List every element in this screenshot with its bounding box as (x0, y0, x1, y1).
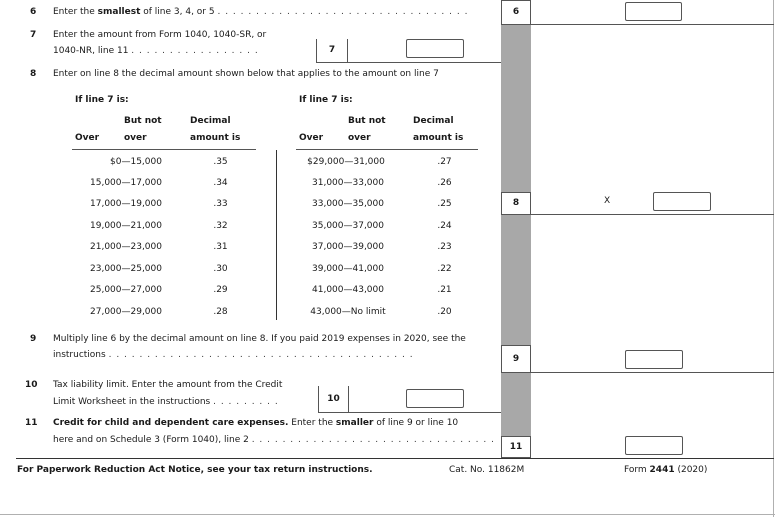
left-table-range: 19,000—21,000 (90, 221, 162, 231)
left-table-decimal: .31 (213, 242, 228, 252)
table-divider (276, 150, 277, 320)
right-table-decimal: .25 (437, 199, 452, 209)
left-table-range: 21,000—23,000 (90, 242, 162, 252)
left-table-decimal: .32 (213, 221, 228, 231)
line-7-rule (316, 62, 501, 63)
line-7-box-label: 7 (328, 45, 336, 55)
left-table-decimal: .35 (213, 157, 228, 167)
line-7-amount-field[interactable] (406, 39, 464, 58)
left-table-decimal: .34 (213, 178, 228, 188)
left-table-decimal: .33 (213, 199, 228, 209)
line-9-label-1: Multiply line 6 by the decimal amount on line 8. If you paid 2019 expenses in 2020, see the (53, 334, 466, 344)
line-8-label: Enter on line 8 the decimal amount shown below that applies to the amount on line 7 (53, 69, 439, 79)
right-table-header-decimal: Decimal (413, 116, 454, 126)
right-table-header-rule (296, 149, 478, 150)
line-9-label-2: instructions . . . . . . . . . . . . . . . . . . . . . . . . . . . . . . . . . . . . . . . . (53, 350, 414, 360)
right-table-header-over2: over (348, 133, 371, 143)
line-6-amount-field[interactable] (625, 2, 682, 21)
left-table-header-over: Over (75, 133, 100, 143)
left-table-range: 25,000—27,000 (90, 285, 162, 295)
shaded-column-middle (501, 215, 531, 345)
line-6-rule (531, 24, 774, 25)
line-7-number: 7 (30, 30, 37, 40)
left-table-range: 15,000—17,000 (90, 178, 162, 188)
left-table-decimal: .28 (213, 307, 228, 317)
line-10-box-right-rule (348, 386, 349, 412)
left-table-range: $0—15,000 (110, 157, 162, 167)
line-8-box-label: 8 (501, 192, 531, 215)
right-table-decimal: .23 (437, 242, 452, 252)
right-table-header-over: Over (299, 133, 324, 143)
right-table-decimal: .21 (437, 285, 452, 295)
left-table-range: 23,000—25,000 (90, 264, 162, 274)
line-11-box-label: 11 (501, 436, 531, 458)
line-9-number: 9 (30, 334, 37, 344)
right-table-range: 37,000—39,000 (312, 242, 384, 252)
right-table-range: 35,000—37,000 (312, 221, 384, 231)
right-table-range: 43,000—No limit (310, 307, 386, 317)
right-table-header-amount-is: amount is (413, 133, 464, 143)
line-10-amount-field[interactable] (406, 389, 464, 408)
line-10-box-label: 10 (327, 394, 340, 404)
line-10-label-2: Limit Worksheet in the instructions . . . . . . . . . (53, 397, 279, 407)
line-11-number: 11 (25, 418, 38, 428)
line-8-rule (531, 214, 774, 215)
line-11-amount-field[interactable] (625, 436, 683, 455)
right-table-decimal: .27 (437, 157, 452, 167)
footer-form-id: Form 2441 (2020) (624, 465, 708, 475)
footer-rule (16, 458, 774, 459)
line-8-multiply-sign: X (604, 196, 611, 206)
line-10-number: 10 (25, 380, 38, 390)
left-table-header-amount-is: amount is (190, 133, 241, 143)
page-border-bottom (0, 514, 775, 515)
line-9-amount-field[interactable] (625, 350, 683, 369)
line-7-label-1: Enter the amount from Form 1040, 1040-SR, or (53, 30, 267, 40)
left-table-header-but-not: But not (124, 116, 162, 126)
line-9-rule (531, 372, 774, 373)
left-table-title: If line 7 is: (75, 95, 129, 105)
line-6-number: 6 (30, 7, 37, 17)
footer-cat-number: Cat. No. 11862M (449, 465, 525, 475)
right-table-title: If line 7 is: (299, 95, 353, 105)
left-table-range: 27,000—29,000 (90, 307, 162, 317)
line-8-decimal-field[interactable] (653, 192, 711, 211)
left-table-range: 17,000—19,000 (90, 199, 162, 209)
line-6-label: Enter the smallest of line 3, 4, or 5 . . . . . . . . . . . . . . . . . . . . . . . . . . . . . . . . . (53, 7, 469, 17)
right-table-decimal: .24 (437, 221, 452, 231)
line-7-label-2: 1040-NR, line 11 . . . . . . . . . . . . . . . . . (53, 46, 259, 56)
line-6-box-label: 6 (501, 0, 531, 25)
right-table-range: 33,000—35,000 (312, 199, 384, 209)
line-11-label-1: Credit for child and dependent care expenses. Enter the smaller of line 9 or line 10 (53, 418, 459, 428)
line-11-label-2: here and on Schedule 3 (Form 1040), line 2 . . . . . . . . . . . . . . . . . . . . . . . . . . . . . . . . (53, 435, 495, 445)
right-table-range: 39,000—41,000 (312, 264, 384, 274)
left-table-decimal: .30 (213, 264, 228, 274)
right-table-decimal: .26 (437, 178, 452, 188)
shaded-column-upper (501, 25, 531, 192)
line-7-box-right-rule (347, 39, 348, 63)
left-table-header-over2: over (124, 133, 147, 143)
left-table-header-rule (72, 149, 256, 150)
right-table-range: $29,000—31,000 (307, 157, 385, 167)
shaded-column-lower (501, 373, 531, 436)
right-table-range: 41,000—43,000 (312, 285, 384, 295)
right-table-decimal: .20 (437, 307, 452, 317)
left-table-decimal: .29 (213, 285, 228, 295)
page-border-right (773, 0, 774, 517)
line-10-rule (318, 412, 501, 413)
right-table-range: 31,000—33,000 (312, 178, 384, 188)
line-10-label-1: Tax liability limit. Enter the amount from the Credit (53, 380, 283, 390)
footer-notice: For Paperwork Reduction Act Notice, see your tax return instructions. (17, 465, 373, 475)
right-table-decimal: .22 (437, 264, 452, 274)
line-9-box-label: 9 (501, 345, 531, 373)
left-table-header-decimal: Decimal (190, 116, 231, 126)
right-table-header-but-not: But not (348, 116, 386, 126)
line-8-number: 8 (30, 69, 37, 79)
